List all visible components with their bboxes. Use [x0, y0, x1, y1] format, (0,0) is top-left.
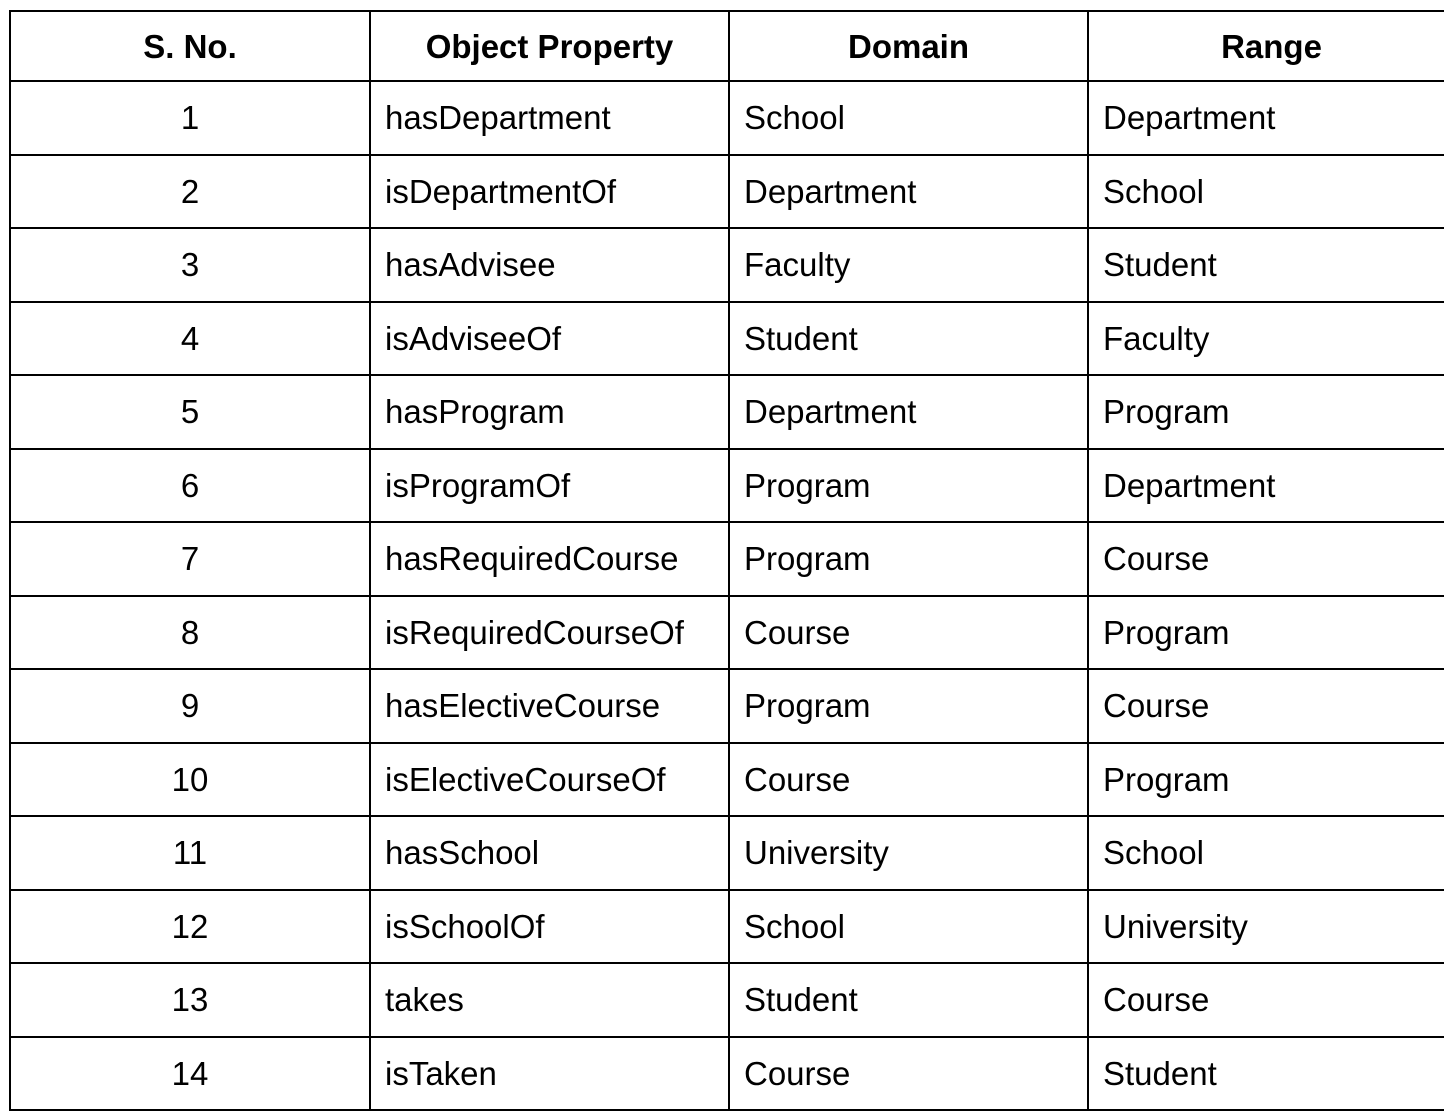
table-row — [10, 522, 1444, 596]
cell-range: Program — [1088, 596, 1444, 670]
cell-s-no: 9 — [10, 669, 370, 743]
cell-domain: School — [729, 81, 1088, 155]
cell-s-no: 4 — [10, 302, 370, 376]
table-row — [10, 596, 1444, 670]
cell-range: Faculty — [1088, 302, 1444, 376]
cell-domain: Course — [729, 1037, 1088, 1111]
cell-object-property: isProgramOf — [370, 449, 729, 523]
cell-range: Course — [1088, 963, 1444, 1037]
cell-s-no: 10 — [10, 743, 370, 817]
cell-domain: Course — [729, 743, 1088, 817]
table-row — [10, 228, 1444, 302]
object-property-table-container — [9, 10, 1444, 1111]
table-row — [10, 890, 1444, 964]
table-header-row — [10, 11, 1444, 81]
cell-range: Course — [1088, 669, 1444, 743]
cell-range: Department — [1088, 81, 1444, 155]
header-object-property: Object Property — [370, 11, 729, 81]
header-range: Range — [1088, 11, 1444, 81]
cell-object-property: isRequiredCourseOf — [370, 596, 729, 670]
cell-range: Program — [1088, 743, 1444, 817]
header-domain: Domain — [729, 11, 1088, 81]
cell-range: School — [1088, 816, 1444, 890]
cell-domain: Program — [729, 522, 1088, 596]
cell-domain: Course — [729, 596, 1088, 670]
table-row — [10, 155, 1444, 229]
cell-s-no: 3 — [10, 228, 370, 302]
cell-range: Course — [1088, 522, 1444, 596]
table-row — [10, 81, 1444, 155]
cell-domain: Student — [729, 302, 1088, 376]
cell-s-no: 1 — [10, 81, 370, 155]
cell-object-property: hasElectiveCourse — [370, 669, 729, 743]
cell-s-no: 2 — [10, 155, 370, 229]
table-row — [10, 816, 1444, 890]
table-row — [10, 449, 1444, 523]
cell-range: Student — [1088, 1037, 1444, 1111]
cell-object-property: hasProgram — [370, 375, 729, 449]
cell-domain: Student — [729, 963, 1088, 1037]
cell-object-property: hasAdvisee — [370, 228, 729, 302]
cell-s-no: 8 — [10, 596, 370, 670]
object-property-table — [9, 10, 1444, 1111]
cell-domain: Department — [729, 375, 1088, 449]
cell-range: Student — [1088, 228, 1444, 302]
cell-s-no: 5 — [10, 375, 370, 449]
table-row — [10, 963, 1444, 1037]
cell-s-no: 6 — [10, 449, 370, 523]
cell-s-no: 11 — [10, 816, 370, 890]
cell-domain: Department — [729, 155, 1088, 229]
cell-s-no: 13 — [10, 963, 370, 1037]
table-row — [10, 375, 1444, 449]
cell-object-property: hasSchool — [370, 816, 729, 890]
cell-object-property: hasDepartment — [370, 81, 729, 155]
cell-domain: Program — [729, 449, 1088, 523]
cell-object-property: isElectiveCourseOf — [370, 743, 729, 817]
cell-object-property: takes — [370, 963, 729, 1037]
cell-domain: Faculty — [729, 228, 1088, 302]
cell-range: University — [1088, 890, 1444, 964]
table-row — [10, 743, 1444, 817]
table-row — [10, 669, 1444, 743]
cell-range: Program — [1088, 375, 1444, 449]
cell-s-no: 14 — [10, 1037, 370, 1111]
cell-s-no: 12 — [10, 890, 370, 964]
table-row — [10, 302, 1444, 376]
cell-object-property: isAdviseeOf — [370, 302, 729, 376]
table-row — [10, 1037, 1444, 1111]
header-s-no: S. No. — [10, 11, 370, 81]
cell-domain: Program — [729, 669, 1088, 743]
cell-range: School — [1088, 155, 1444, 229]
cell-range: Department — [1088, 449, 1444, 523]
cell-domain: School — [729, 890, 1088, 964]
cell-object-property: isTaken — [370, 1037, 729, 1111]
cell-s-no: 7 — [10, 522, 370, 596]
cell-object-property: isSchoolOf — [370, 890, 729, 964]
cell-object-property: hasRequiredCourse — [370, 522, 729, 596]
cell-domain: University — [729, 816, 1088, 890]
cell-object-property: isDepartmentOf — [370, 155, 729, 229]
